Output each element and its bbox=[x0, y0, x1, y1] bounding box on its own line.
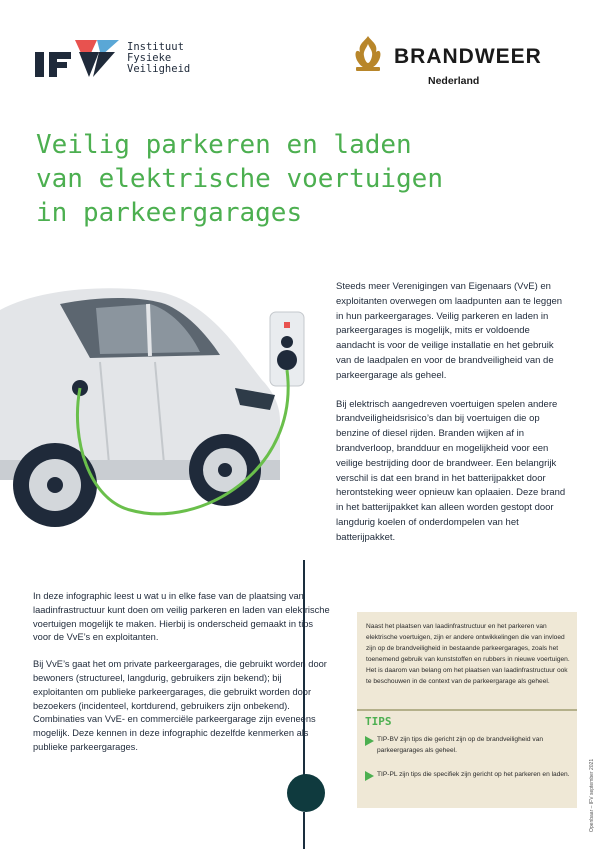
tip-text: TIP-BV zijn tips die gericht zijn op de brandveiligheid van parkeergarages als geheel. bbox=[377, 736, 544, 754]
title-line-1: Veilig parkeren en laden bbox=[36, 130, 412, 160]
ifv-logo-mark bbox=[35, 40, 121, 78]
brandweer-logo bbox=[348, 34, 578, 90]
timeline-dot bbox=[287, 774, 325, 812]
tip-text: TIP-PL zijn tips die specifiek zijn gericht op het parkeren en laden. bbox=[377, 771, 570, 778]
ifv-line-1: Instituut bbox=[127, 41, 184, 53]
tip-item bbox=[365, 770, 571, 781]
body-paragraph-2: Bij VvE’s gaat het om private parkeergarages, die gebruikt worden door bewoners (structureel, langdurig, gebruikers zijn bekend); bij exploitanten om publieke parkeergarages, die gebruikt worden door bezoekers (incidenteel, kortdurend, gebruikers zijn onbekend). Combinaties van VvE- en commerciële parkeergarage zijn eveneens mogelijk. Deze kennen in deze infographic dezelfde kenmerken als publieke parkeergarages. bbox=[33, 659, 327, 752]
intro-paragraph-1: Steeds meer Verenigingen van Eigenaars (VvE) en exploitanten overwegen om laadpunten aan te leggen in hun parkeergarages. Veilig parkeren en laden in parkeergarages is mogelijk, mits er voldoende aandacht is voor de veilige installatie en het gebruik van de laadpalen en voor de brandveiligheid van de parkeergarage als geheel. bbox=[336, 281, 563, 381]
body-paragraph-1: In deze infographic leest u wat u in elke fase van de plaatsing van laadinfrastructuur kunt doen om veilig parkeren en laden van elektrische voertuigen mogelijk te maken. Hierbij is onderscheid gemaakt in tips voor de VvE’s en exploitanten. bbox=[33, 591, 330, 643]
info-box bbox=[357, 612, 577, 808]
flame-emblem-icon bbox=[348, 34, 388, 74]
info-box-text: Naast het plaatsen van laadinfrastructuur en het parkeren van elektrische voertuigen, zijn er andere ontwikkelingen die van invloed zijn op de brandveiligheid in bestaande parkeergarages, zoals het toenemend gebruik van kunststoffen en rubbers in nieuwe voertuigen. Het is daarom van belang om het plaatsen van laadinfrastructuur ook te beschouwen in de context van de parkeergarage als geheel. bbox=[366, 623, 570, 685]
timeline-stem bbox=[303, 812, 305, 849]
tip-item bbox=[365, 735, 571, 756]
brandweer-name: BRANDWEER bbox=[394, 45, 542, 68]
tips-divider bbox=[357, 709, 577, 711]
intro-paragraph-2: Bij elektrisch aangedreven voertuigen spelen andere brandveiligheidsrisico’s dan bij voertuigen die op benzine of diesel rijden. Branden wijken af in brandverloop, brandduur en mogelijkheid voor een veilige bestrijding door de brandweer. Een belangrijk verschil is dat een brand in het batterijpakket door herontsteking weer opnieuw kan oplaaien. Deze brand in het batterijpakket kan alleen worden gestopt door langdurig koelen of onderdompelen van het batterijpakket. bbox=[336, 398, 566, 543]
arrow-right-icon bbox=[365, 736, 374, 746]
electric-car-charging-illustration bbox=[0, 270, 330, 560]
title-line-3: in parkeergarages bbox=[36, 198, 303, 228]
footer-note: Openbaar – IFV september 2021 bbox=[589, 758, 595, 832]
ifv-line-2: Fysieke bbox=[127, 52, 172, 64]
brandweer-subtitle: Nederland bbox=[428, 75, 480, 87]
ifv-logo-text bbox=[127, 42, 190, 75]
body-text bbox=[33, 590, 333, 768]
page-title bbox=[36, 128, 576, 230]
ifv-line-3: Veiligheid bbox=[127, 63, 191, 75]
tips-title: TIPS bbox=[365, 715, 392, 728]
title-line-2: van elektrische voertuigen bbox=[36, 164, 443, 194]
intro-text bbox=[336, 280, 568, 560]
ifv-logo bbox=[35, 34, 195, 84]
arrow-right-icon bbox=[365, 771, 374, 781]
